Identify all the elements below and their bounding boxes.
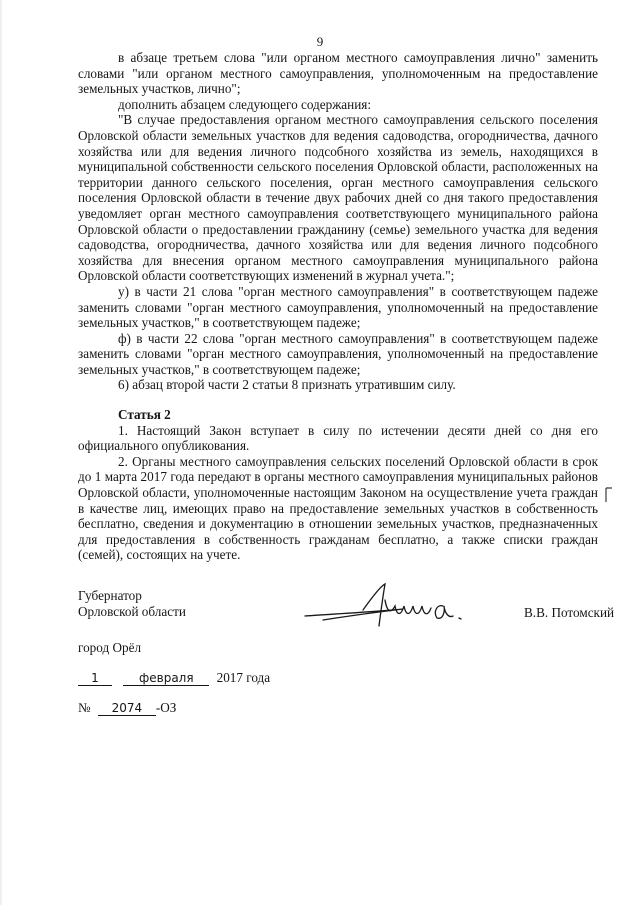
- signing-city: город Орёл: [78, 640, 142, 655]
- article-heading: Статья 2: [118, 407, 171, 423]
- signatory-title-line-2: Орловской области: [78, 604, 186, 619]
- document-body: [78, 50, 598, 563]
- amendment-paragraph-1: в абзаце третьем слова "или органом местного самоуправления лично" заменить словами "или органом местного самоуправления, уполномоченным на предоставление земельных участков, лично";: [78, 50, 598, 97]
- date-day: 1: [78, 672, 112, 686]
- article-paragraph-1: 1. Настоящий Закон вступает в силу по истечении десяти дней со дня его официального опубликования.: [78, 422, 598, 454]
- amendment-paragraph-f: ф) в части 22 слова "орган местного самоуправления" в соответствующем падеже заменить словами "орган местного самоуправления, уполномоченный на предоставление земельных участков," в соответствующем падеже;: [78, 330, 598, 377]
- law-number-prefix: №: [78, 700, 91, 715]
- amendment-paragraph-2: дополнить абзацем следующего содержания:: [118, 96, 372, 112]
- signing-date: [78, 670, 270, 686]
- scan-edge-line: [0, 0, 4, 905]
- law-number-value: 2074: [98, 702, 156, 716]
- date-year: 2017 года: [216, 670, 271, 685]
- handwritten-signature: [303, 582, 473, 630]
- date-month: февраля: [123, 672, 209, 686]
- signatory-title-line-1: Губернатор: [78, 588, 142, 603]
- amendment-paragraph-6: 6) абзац второй части 2 статьи 8 признать утратившим силу.: [118, 377, 456, 393]
- law-number-suffix: -ОЗ: [155, 700, 177, 715]
- signatory-name: В.В. Потомский: [524, 605, 615, 620]
- law-number: [78, 700, 176, 716]
- page-number: 9: [316, 34, 324, 49]
- amendment-paragraph-u: у) в части 21 слова "орган местного самоуправления" в соответствующем падеже заменить словами "орган местного самоуправления, уполномоченный на предоставление земельных участков," в соответствующем падеже;: [78, 283, 598, 331]
- margin-mark: [603, 486, 615, 504]
- article-paragraph-2: 2. Органы местного самоуправления сельских поселений Орловской области в срок до 1 марта 2017 года передают в органы местного самоуправления муниципальных районов Орловской области, уполномоченные настоящим Законом на осуществление учета граждан в качестве лиц, имеющих право на предоставление земельных участков в собственность бесплатно, сведения и документацию в отношении земельных участков, предназначенных для предоставления в собственность гражданам бесплатно, а также списки граждан (семей), состоящих на учете.: [78, 453, 598, 563]
- signatory-title: [78, 588, 186, 620]
- amendment-quote-paragraph: "В случае предоставления органом местного самоуправления сельского поселения Орловской области земельных участков для ведения садоводства, огородничества, дачного хозяйства или для ведения личного подсобного хозяйства из земель, находящихся в муниципальной собственности сельского поселения Орловской области, расположенных на территории данного сельского поселения, орган местного самоуправления сельского поселения Орловской области в течение двух рабочих дней со дня такого предоставления уведомляет орган местного самоуправления соответствующего муниципального района Орловской области о предоставлении гражданину (семье) земельного участка для ведения садоводства, огородничества, дачного хозяйства или для ведения личного подсобного хозяйства для внесения органом местного самоуправления муниципального района Орловской области соответствующих изменений в журнал учета.";: [78, 112, 598, 284]
